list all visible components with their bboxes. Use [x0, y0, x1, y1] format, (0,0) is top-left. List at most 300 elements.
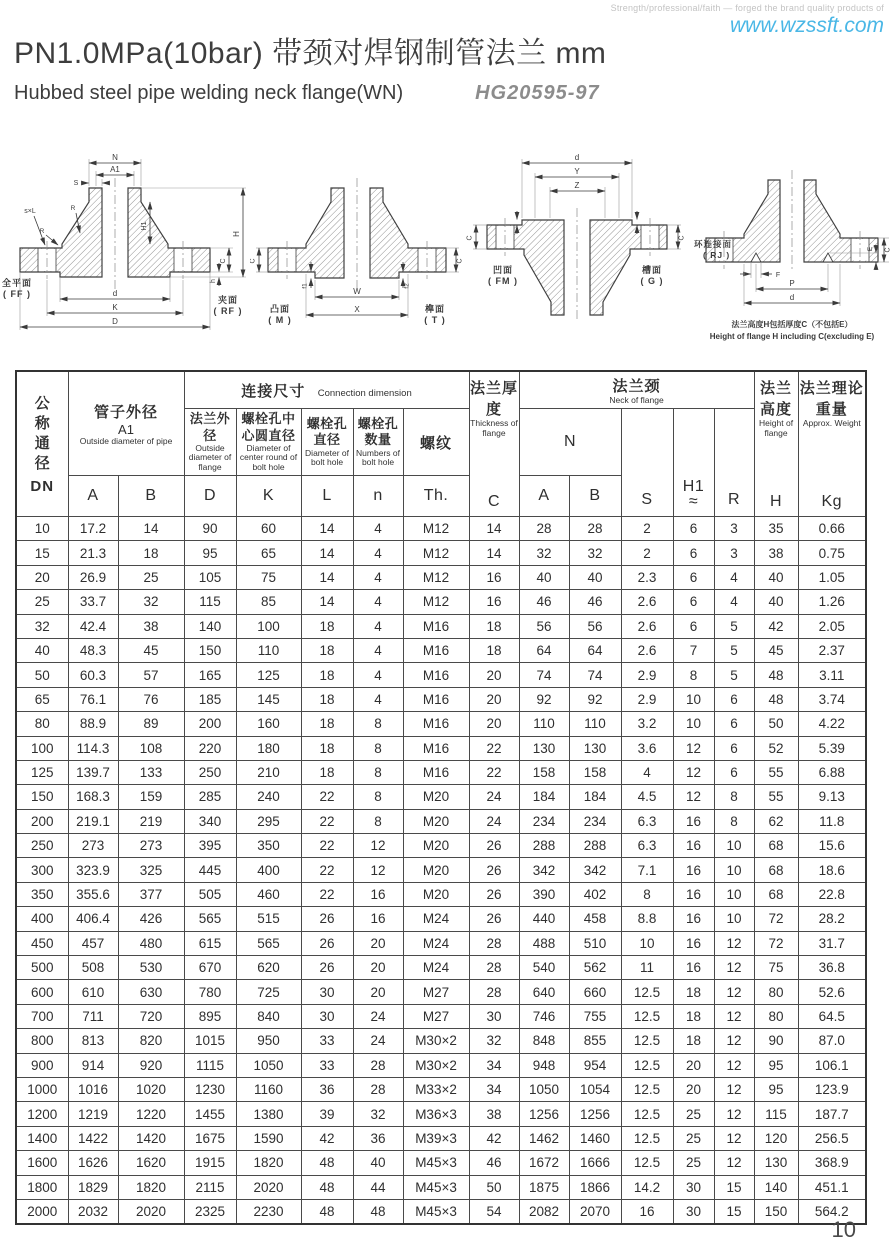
table-cell: 92 [519, 687, 569, 711]
neck-r-letter: R [728, 491, 741, 508]
table-cell: 4 [353, 565, 403, 589]
table-cell: 440 [519, 907, 569, 931]
table-cell: 457 [68, 931, 118, 955]
table-row [16, 1077, 866, 1101]
dim-label-f: F [775, 272, 781, 279]
table-cell: 74 [569, 663, 621, 687]
table-cell: 18 [673, 980, 714, 1004]
table-cell: 21.3 [68, 541, 118, 565]
table-cell: M16 [403, 712, 469, 736]
table-cell: 920 [118, 1053, 184, 1077]
neck-zh: 法兰颈 [612, 377, 661, 395]
table-cell: 42.4 [68, 614, 118, 638]
table-cell: 406.4 [68, 907, 118, 931]
thickness-en: Thickness of flange [470, 418, 518, 438]
col-letter-th: Th. [403, 476, 469, 517]
table-cell: 4 [621, 760, 673, 784]
table-cell: 125 [236, 663, 301, 687]
dim-label-c: C [220, 258, 227, 264]
table-cell: 26 [469, 882, 519, 906]
table-cell: 20 [16, 565, 68, 589]
table-cell: 2.9 [621, 687, 673, 711]
table-cell: 746 [519, 1004, 569, 1028]
table-cell: 18 [301, 736, 353, 760]
table-cell: 273 [68, 834, 118, 858]
table-cell: 1380 [236, 1102, 301, 1126]
table-cell: 1460 [569, 1126, 621, 1150]
bolt-count-en: Numbers of bolt hole [356, 447, 400, 468]
table-cell: 2230 [236, 1199, 301, 1224]
table-cell: 900 [16, 1053, 68, 1077]
table-cell: 100 [236, 614, 301, 638]
table-cell: 6 [714, 736, 754, 760]
table-cell: 80 [16, 712, 68, 736]
page-subtitle: Hubbed steel pipe welding neck flange(WN) [14, 82, 404, 104]
table-cell: 395 [184, 834, 236, 858]
table-cell: 16 [469, 590, 519, 614]
table-cell: 45 [118, 638, 184, 662]
table-cell: 1050 [519, 1077, 569, 1101]
table-cell: 6.3 [621, 809, 673, 833]
table-cell: 38 [754, 541, 798, 565]
table-cell: 72 [754, 931, 798, 955]
table-cell: M16 [403, 736, 469, 760]
table-cell: 26 [469, 858, 519, 882]
table-cell: 22 [469, 760, 519, 784]
table-cell: 14 [301, 565, 353, 589]
face-label-rf-code: ( RF ) [213, 306, 243, 316]
table-cell: 12 [673, 785, 714, 809]
diagram-rj [690, 150, 894, 353]
table-cell: 46 [519, 590, 569, 614]
col-header-connection [184, 371, 469, 409]
table-cell: 40 [353, 1151, 403, 1175]
table-cell: 28 [353, 1077, 403, 1101]
table-cell: 800 [16, 1029, 68, 1053]
table-cell: M12 [403, 565, 469, 589]
table-cell: 33.7 [68, 590, 118, 614]
table-cell: 855 [569, 1029, 621, 1053]
table-cell: 48 [301, 1151, 353, 1175]
table-cell: 350 [236, 834, 301, 858]
table-cell: 10 [16, 517, 68, 541]
website-url: www.wzssft.com [729, 14, 884, 37]
table-cell: 18 [469, 614, 519, 638]
table-cell: 16 [673, 809, 714, 833]
diagram-ff-rf [0, 150, 250, 353]
dim-label-sxl: s×L [24, 208, 36, 215]
table-cell: 36 [301, 1077, 353, 1101]
table-cell: M30×2 [403, 1053, 469, 1077]
table-cell: 445 [184, 858, 236, 882]
table-cell: 36.8 [798, 956, 866, 980]
table-cell: 368.9 [798, 1151, 866, 1175]
table-cell: 31.7 [798, 931, 866, 955]
table-cell: 0.66 [798, 517, 866, 541]
table-cell: 30 [673, 1175, 714, 1199]
table-cell: 1000 [16, 1077, 68, 1101]
table-row [16, 956, 866, 980]
table-cell: 20 [353, 956, 403, 980]
weight-en: Approx. Weight [802, 418, 861, 428]
table-cell: 68 [754, 858, 798, 882]
table-row [16, 1151, 866, 1175]
table-cell: 390 [519, 882, 569, 906]
col-header-dn [16, 371, 68, 517]
table-cell: 2.6 [621, 638, 673, 662]
table-cell: 95 [754, 1077, 798, 1101]
table-cell: 4.5 [621, 785, 673, 809]
table-cell: 150 [754, 1199, 798, 1224]
table-cell: 1620 [118, 1151, 184, 1175]
face-label-rf-zh: 夹面 [217, 295, 239, 305]
table-cell: 1422 [68, 1126, 118, 1150]
table-cell: 100 [16, 736, 68, 760]
table-cell: 813 [68, 1029, 118, 1053]
face-label-rj-code: ( RJ ) [703, 250, 731, 260]
table-cell: 24 [353, 1004, 403, 1028]
table-cell: 55 [754, 785, 798, 809]
table-row [16, 663, 866, 687]
table-cell: 1220 [118, 1102, 184, 1126]
table-cell: 6 [714, 712, 754, 736]
table-cell: 565 [236, 931, 301, 955]
table-cell: 288 [519, 834, 569, 858]
dim-label-y: Y [574, 167, 580, 176]
table-row [16, 1175, 866, 1199]
table-cell: 426 [118, 907, 184, 931]
table-cell: 10 [714, 834, 754, 858]
thread-zh: 螺纹 [420, 434, 453, 452]
table-cell: 340 [184, 809, 236, 833]
table-cell: 1.26 [798, 590, 866, 614]
table-row [16, 907, 866, 931]
dim-label-k: K [112, 303, 118, 312]
table-cell: 620 [236, 956, 301, 980]
table-cell: 1915 [184, 1151, 236, 1175]
table-cell: 1016 [68, 1077, 118, 1101]
table-cell: 48 [301, 1175, 353, 1199]
table-cell: 28 [469, 956, 519, 980]
table-cell: 1590 [236, 1126, 301, 1150]
table-cell: 350 [16, 882, 68, 906]
table-cell: 1626 [68, 1151, 118, 1175]
table-cell: 1230 [184, 1077, 236, 1101]
table-cell: 1866 [569, 1175, 621, 1199]
table-cell: 16 [673, 834, 714, 858]
table-cell: 4 [353, 590, 403, 614]
table-cell: 1054 [569, 1077, 621, 1101]
table-cell: 140 [754, 1175, 798, 1199]
table-cell: 30 [469, 1004, 519, 1028]
table-cell: 20 [673, 1053, 714, 1077]
neck-h1-approx: ≈ [688, 492, 699, 510]
table-cell: M45×3 [403, 1199, 469, 1224]
table-cell: 26.9 [68, 565, 118, 589]
table-cell: M20 [403, 882, 469, 906]
table-cell: 210 [236, 760, 301, 784]
table-cell: 28 [519, 517, 569, 541]
col-letter-neck-b: B [569, 476, 621, 517]
table-cell: 25 [673, 1151, 714, 1175]
table-cell: 158 [519, 760, 569, 784]
height-letter: H [770, 493, 783, 510]
table-cell: 670 [184, 956, 236, 980]
table-cell: 89 [118, 712, 184, 736]
table-cell: 22.8 [798, 882, 866, 906]
table-cell: 2.3 [621, 565, 673, 589]
table-cell: 508 [68, 956, 118, 980]
col-letter-l: L [301, 476, 353, 517]
table-cell: 33 [301, 1053, 353, 1077]
table-cell: 4 [353, 663, 403, 687]
standard-number: HG20595-97 [475, 82, 600, 104]
col-header-neck [519, 371, 754, 409]
dim-label-c-left: C [250, 258, 257, 264]
table-cell: 64 [569, 638, 621, 662]
table-cell: 300 [16, 858, 68, 882]
table-cell: 12.5 [621, 1029, 673, 1053]
table-cell: 16 [469, 565, 519, 589]
table-cell: 184 [519, 785, 569, 809]
table-cell: 2082 [519, 1199, 569, 1224]
table-cell: 12.5 [621, 1151, 673, 1175]
table-cell: 450 [16, 931, 68, 955]
table-cell: 295 [236, 809, 301, 833]
table-cell: 110 [236, 638, 301, 662]
table-cell: 108 [118, 736, 184, 760]
table-row [16, 760, 866, 784]
table-cell: 1200 [16, 1102, 68, 1126]
table-cell: 120 [754, 1126, 798, 1150]
table-cell: M24 [403, 931, 469, 955]
table-cell: 4 [353, 541, 403, 565]
table-cell: 1800 [16, 1175, 68, 1199]
table-cell: 28 [469, 980, 519, 1004]
table-cell: 56 [519, 614, 569, 638]
dim-label-big-d: D [112, 317, 118, 326]
table-cell: 115 [754, 1102, 798, 1126]
face-label-t-code: ( T ) [424, 315, 446, 325]
dim-label-x: X [354, 305, 360, 314]
table-cell: M20 [403, 809, 469, 833]
table-cell: 15 [714, 1199, 754, 1224]
table-cell: 50 [16, 663, 68, 687]
table-cell: 4 [353, 638, 403, 662]
table-cell: 4 [714, 565, 754, 589]
table-cell: 400 [236, 858, 301, 882]
table-cell: 18 [301, 638, 353, 662]
table-cell: 12.5 [621, 980, 673, 1004]
table-cell: 130 [519, 736, 569, 760]
pipe-od-en: Outside diameter of pipe [79, 435, 173, 446]
table-cell: 1219 [68, 1102, 118, 1126]
col-header-bolt-circle [236, 409, 301, 476]
table-cell: 2115 [184, 1175, 236, 1199]
table-row [16, 834, 866, 858]
subtitle-row [14, 82, 874, 105]
table-cell: 323.9 [68, 858, 118, 882]
table-cell: 480 [118, 931, 184, 955]
table-cell: 12.5 [621, 1077, 673, 1101]
dim-label-h: H [232, 231, 241, 237]
table-cell: 8 [353, 785, 403, 809]
table-cell: 125 [16, 760, 68, 784]
table-cell: 530 [118, 956, 184, 980]
col-header-bolt-hole-dia [301, 409, 353, 476]
table-cell: 488 [519, 931, 569, 955]
table-cell: 2020 [118, 1199, 184, 1224]
table-cell: 1050 [236, 1053, 301, 1077]
col-header-neck-h1 [673, 409, 714, 517]
table-cell: 65 [236, 541, 301, 565]
table-cell: 840 [236, 1004, 301, 1028]
col-header-flange-od [184, 409, 236, 476]
table-cell: 8 [353, 760, 403, 784]
table-cell: 950 [236, 1029, 301, 1053]
table-cell: 820 [118, 1029, 184, 1053]
table-cell: 130 [569, 736, 621, 760]
table-cell: 6 [673, 541, 714, 565]
bolt-hole-dia-zh: 螺栓孔直径 [306, 416, 348, 448]
table-cell: 895 [184, 1004, 236, 1028]
table-cell: 11.8 [798, 809, 866, 833]
page-number: 10 [831, 1217, 856, 1242]
table-cell: 32 [118, 590, 184, 614]
face-label-m-zh: 凸面 [269, 304, 291, 314]
table-cell: 660 [569, 980, 621, 1004]
table-cell: 1160 [236, 1077, 301, 1101]
table-cell: 95 [754, 1053, 798, 1077]
table-cell: 1820 [236, 1151, 301, 1175]
table-cell: 64.5 [798, 1004, 866, 1028]
dim-label-d: d [112, 289, 118, 298]
table-cell: 24 [353, 1029, 403, 1053]
table-cell: 18 [118, 541, 184, 565]
table-cell: 564.2 [798, 1199, 866, 1224]
table-cell: 8 [714, 809, 754, 833]
table-cell: 2.9 [621, 663, 673, 687]
table-cell: M30×2 [403, 1029, 469, 1053]
table-cell: 8 [353, 736, 403, 760]
table-cell: 2032 [68, 1199, 118, 1224]
table-cell: 25 [118, 565, 184, 589]
col-header-pipe-od [68, 371, 184, 476]
table-row [16, 1126, 866, 1150]
table-cell: 87.0 [798, 1029, 866, 1053]
face-label-g-code: ( G ) [640, 276, 664, 286]
table-cell: 1256 [569, 1102, 621, 1126]
table-cell: M16 [403, 760, 469, 784]
table-row [16, 1053, 866, 1077]
table-cell: 12 [714, 956, 754, 980]
page-title: PN1.0MPa(10bar) 带颈对焊钢制管法兰 mm [14, 37, 607, 70]
table-cell: 500 [16, 956, 68, 980]
table-cell: 46 [469, 1151, 519, 1175]
table-cell: 64 [519, 638, 569, 662]
table-cell: 60 [236, 517, 301, 541]
table-cell: 25 [673, 1126, 714, 1150]
table-cell: 18 [301, 712, 353, 736]
table-cell: 8 [673, 663, 714, 687]
table-cell: 700 [16, 1004, 68, 1028]
table-cell: 1015 [184, 1029, 236, 1053]
table-cell: 6.3 [621, 834, 673, 858]
table-cell: 17.2 [68, 517, 118, 541]
col-letter-k: K [236, 476, 301, 517]
table-cell: 65 [16, 687, 68, 711]
table-cell: 4 [353, 517, 403, 541]
col-header-thickness [469, 371, 519, 517]
table-cell: 150 [16, 785, 68, 809]
table-row [16, 858, 866, 882]
face-label-m-code: ( M ) [268, 315, 292, 325]
table-cell: 16 [353, 882, 403, 906]
table-cell: 12.5 [621, 1126, 673, 1150]
table-row [16, 614, 866, 638]
table-cell: 725 [236, 980, 301, 1004]
table-cell: 10 [714, 858, 754, 882]
table-cell: 1666 [569, 1151, 621, 1175]
table-cell: 9.13 [798, 785, 866, 809]
col-header-weight [798, 371, 866, 517]
table-cell: 12 [714, 1151, 754, 1175]
table-cell: 12.5 [621, 1004, 673, 1028]
title-block [14, 28, 874, 105]
table-cell: 33 [301, 1029, 353, 1053]
table-cell: 2.6 [621, 614, 673, 638]
dn-label-zh: 公称通径 [34, 394, 50, 473]
thickness-letter: C [487, 493, 501, 510]
table-cell: 32 [16, 614, 68, 638]
table-row [16, 736, 866, 760]
table-cell: 22 [469, 736, 519, 760]
table-cell: 56 [569, 614, 621, 638]
table-cell: 25 [16, 590, 68, 614]
table-cell: 28 [469, 931, 519, 955]
table-cell: 565 [184, 907, 236, 931]
table-cell: 2 [621, 541, 673, 565]
table-cell: 200 [16, 809, 68, 833]
table-cell: 68 [754, 834, 798, 858]
weight-zh: 法兰理论重量 [799, 380, 864, 418]
table-cell: 50 [754, 712, 798, 736]
table-cell: 48 [353, 1199, 403, 1224]
table-cell: 52.6 [798, 980, 866, 1004]
table-cell: 1829 [68, 1175, 118, 1199]
dim-label-r1: R [70, 205, 76, 212]
table-cell: 22 [301, 834, 353, 858]
table-cell: 451.1 [798, 1175, 866, 1199]
table-cell: 130 [754, 1151, 798, 1175]
table-cell: 240 [236, 785, 301, 809]
table-cell: 2.05 [798, 614, 866, 638]
table-cell: 16 [353, 907, 403, 931]
connection-zh: 连接尺寸 [241, 382, 306, 400]
table-cell: 15 [714, 1175, 754, 1199]
table-cell: 20 [469, 663, 519, 687]
dim-label-s: S [73, 180, 79, 187]
dn-label-code: DN [30, 477, 55, 495]
table-cell: 2070 [569, 1199, 621, 1224]
table-cell: 30 [673, 1199, 714, 1224]
weight-letter: Kg [821, 493, 843, 510]
table-cell: 5.39 [798, 736, 866, 760]
col-letter-neck-a: A [519, 476, 569, 517]
table-cell: M20 [403, 785, 469, 809]
table-cell: 2325 [184, 1199, 236, 1224]
table-cell: 76.1 [68, 687, 118, 711]
